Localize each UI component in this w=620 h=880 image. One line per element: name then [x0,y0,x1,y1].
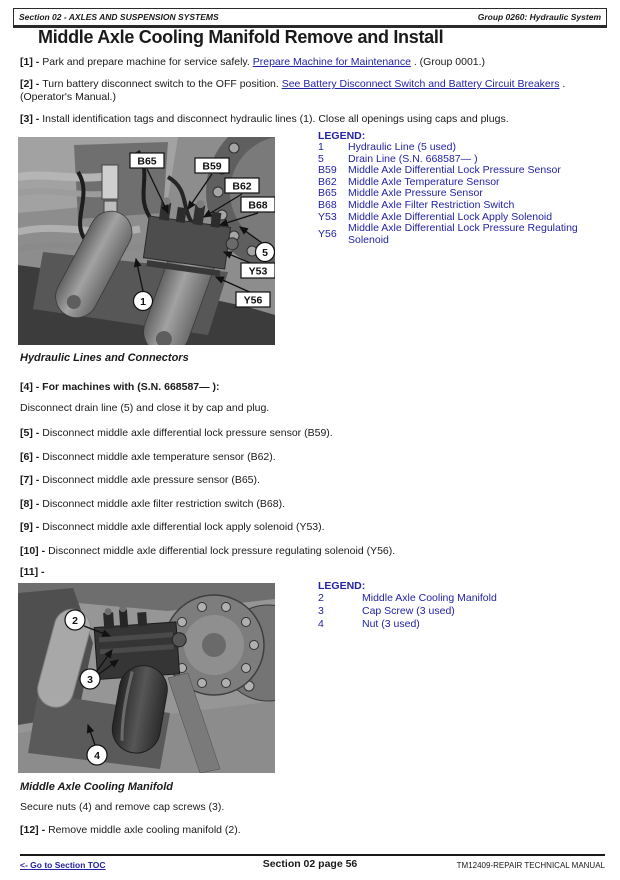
step-3-number: [3] - [20,113,40,125]
callout-b59 [195,158,229,173]
step-12 [20,824,605,837]
step-4-heading: [4] - For machines with (S.N. 668587— ): [20,381,220,393]
step-1-suffix: . (Group 0001.) [410,56,486,68]
legend-key: Y53 [318,210,337,223]
legend-label: Cap Screw (3 used) [362,605,455,617]
legend-key: B62 [318,175,337,188]
svg-text:Y53: Y53 [248,265,268,278]
legend-label: Hydraulic Line (5 used) [348,141,456,153]
figure1-caption: Hydraulic Lines and Connectors [20,352,189,364]
legend-label: Middle Axle Differential Lock Pressure Sensor [348,164,561,177]
legend-1-title: LEGEND: [318,130,366,142]
step-6-number: [6] - [20,451,40,463]
callout-1 [134,292,153,311]
callout-2 [65,610,85,630]
legend-label: Middle Axle Cooling Manifold [362,592,497,604]
page-title: Middle Axle Cooling Manifold Remove and Install [38,27,444,47]
step-9-number: [9] - [20,521,40,533]
legend-label: Middle Axle Filter Restriction Switch [348,198,515,211]
legend-key: 2 [318,592,324,604]
legend-key: 4 [318,618,324,630]
step-8 [20,498,605,511]
legend-2-title: LEGEND: [318,580,366,592]
callout-b62 [225,178,259,193]
legend-key: Y56 [318,227,337,240]
figure2-caption: Middle Axle Cooling Manifold [20,781,173,793]
step-9 [20,521,605,534]
step-12-number: [12] - [20,824,46,836]
figure1-illustration [18,137,275,345]
step-8-text: Disconnect middle axle filter restriction switch (B68). [42,498,286,510]
legend-label: Middle Axle Differential Lock Pressure Regulating Solenoid [348,222,578,246]
legend-2 [318,580,592,631]
step-2-suffix: . [559,78,566,90]
svg-text:3: 3 [87,674,93,686]
step-5-text: Disconnect middle axle differential lock pressure sensor (B59). [42,427,333,439]
step-1 [20,56,605,69]
figure2-note: Secure nuts (4) and remove cap screws (3). [20,801,225,813]
link-prepare-machine[interactable]: Prepare Machine for Maintenance [252,56,411,68]
step-12-text: Remove middle axle cooling manifold (2). [48,824,241,836]
step-6-text: Disconnect middle axle temperature sensor (B62). [42,451,276,463]
step-2-text: Turn battery disconnect switch to the OFF position. [42,78,282,90]
callout-4 [87,745,107,765]
step-8-number: [8] - [20,498,40,510]
callout-b68 [241,197,275,212]
header-section-label: Section 02 - AXLES AND SUSPENSION SYSTEMS [19,12,219,22]
legend-key: B59 [318,164,337,177]
step-3 [20,113,605,126]
step-3-text: Install identification tags and disconnect hydraulic lines (1). Close all openings using caps and plugs. [42,113,509,125]
figure2-illustration [18,583,275,773]
step-7 [20,474,605,487]
callout-b65 [130,153,164,168]
step-2-number: [2] - [20,78,40,90]
svg-text:2: 2 [72,615,78,627]
legend-1 [318,130,592,246]
legend-key: B65 [318,187,337,200]
step-1-text: Park and prepare machine for service safely. [42,56,253,68]
step-6 [20,451,605,464]
step-7-number: [7] - [20,474,40,486]
step-1-number: [1] - [20,56,40,68]
step-7-text: Disconnect middle axle pressure sensor (B65). [42,474,260,486]
link-battery-disconnect[interactable]: See Battery Disconnect Switch and Battery Circuit Breakers [281,78,560,90]
legend-label: Middle Axle Differential Lock Apply Solenoid [348,210,553,223]
step-5-number: [5] - [20,427,40,439]
callout-3 [80,669,100,689]
legend-key: 3 [318,605,324,617]
footer-page-number: Section 02 page 56 [262,858,358,870]
step-11: [11] - [20,566,45,578]
page-header [13,8,607,28]
svg-text:4: 4 [94,750,100,762]
footer-manual-id: TM12409-REPAIR TECHNICAL MANUAL [456,861,605,870]
svg-text:B62: B62 [232,180,252,193]
legend-key: 5 [318,152,324,165]
svg-text:5: 5 [262,247,268,259]
step-10-number: [10] - [20,545,46,557]
svg-text:Y56: Y56 [243,294,263,307]
callout-5 [256,243,275,262]
callout-y53 [241,263,275,278]
step-4-body: Disconnect drain line (5) and close it by cap and plug. [20,402,270,414]
footer-divider [20,854,605,856]
step-2-line2: (Operator's Manual.) [20,91,116,103]
svg-text:B65: B65 [137,155,157,168]
step-5 [20,427,605,440]
step-9-text: Disconnect middle axle differential lock apply solenoid (Y53). [42,521,325,533]
step-2 [20,78,605,104]
legend-key: 1 [318,141,324,153]
legend-label: Nut (3 used) [362,618,420,630]
legend-label: Drain Line (S.N. 668587— ) [348,152,478,165]
legend-key: B68 [318,198,337,211]
svg-text:B68: B68 [248,199,268,212]
legend-label: Middle Axle Pressure Sensor [348,187,483,200]
svg-text:1: 1 [140,296,146,308]
step-10 [20,545,605,558]
callout-y56 [236,292,270,307]
legend-label: Middle Axle Temperature Sensor [348,175,500,188]
header-group-label: Group 0260: Hydraulic System [477,12,601,22]
go-to-section-toc-link[interactable]: <- Go to Section TOC [20,860,106,870]
svg-text:B59: B59 [202,160,222,173]
step-10-text: Disconnect middle axle differential lock pressure regulating solenoid (Y56). [48,545,396,557]
